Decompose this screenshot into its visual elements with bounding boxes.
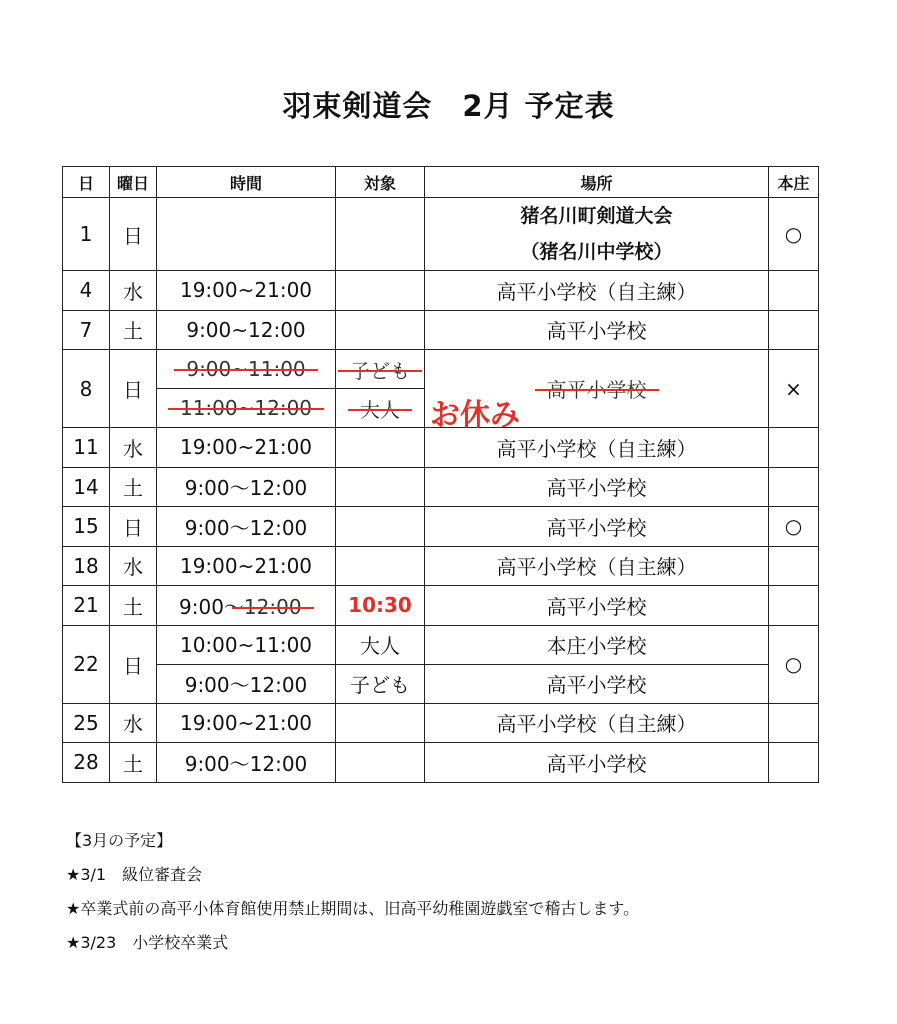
weekday-cell: 土 [110,586,157,626]
day-cell: 28 [63,743,110,783]
honjo-cell: ○ [769,625,819,703]
table-row [63,586,819,626]
header-target: 対象 [336,167,425,198]
venue-line-2: （猪名川中学校） [520,241,673,263]
time-cell: 19:00~21:00 [157,428,336,468]
venue-cell: 高平小学校（自主練） [425,546,769,586]
weekday-cell: 水 [110,271,157,311]
time-cell [157,198,336,271]
day-cell: 4 [63,271,110,311]
target-cell [336,198,425,271]
target-cell [336,546,425,586]
time-struck-b: 11:00~12:00 [179,396,313,420]
venue-cell: 高平小学校（自主練） [425,271,769,311]
time-cell: 9:00～12:00 [157,743,336,783]
header-day: 日 [63,167,110,198]
venue-cell: 高平小学校（自主練） [425,428,769,468]
time-cell [157,350,336,428]
honjo-cell [769,467,819,507]
time-cell: 9:00~12:00 [157,310,336,350]
table-row [63,546,819,586]
target-b: 子ども [350,673,410,697]
honjo-cell [769,546,819,586]
honjo-cell [769,271,819,311]
honjo-cell: ○ [769,507,819,547]
table-row [63,743,819,783]
venue-cell: 高平小学校 [425,586,769,626]
target-cell [336,310,425,350]
time-cell: 9:00～12:00 [157,467,336,507]
notes-heading: 【3月の予定】 [66,831,173,850]
day-cell: 14 [63,467,110,507]
header-venue: 場所 [425,167,769,198]
venue-cell: 高平小学校（自主練） [425,703,769,743]
venue-cell [425,625,769,703]
table-row [63,507,819,547]
header-row [63,167,819,198]
time-cell: 19:00~21:00 [157,271,336,311]
header-honjo: 本庄 [769,167,819,198]
note-line: ★卒業式前の高平小体育館使用禁止期間は、旧高平幼稚園遊戯室で稽古します。 [66,899,640,918]
time-cell [157,586,336,626]
venue-struck: 高平小学校 [547,374,647,403]
day-cell: 18 [63,546,110,586]
table-row-split [63,625,819,703]
day-cell: 15 [63,507,110,547]
table-row [63,703,819,743]
honjo-cell [769,428,819,468]
target-cell [336,507,425,547]
time-struck-a: 9:00~11:00 [186,357,306,381]
honjo-cell [769,743,819,783]
time-a: 10:00~11:00 [157,626,335,665]
weekday-cell: 水 [110,546,157,586]
note-line: ★3/23 小学校卒業式 [66,933,229,952]
venue-cell: 高平小学校 [425,467,769,507]
weekday-cell: 土 [110,467,157,507]
target-cell [336,703,425,743]
venue-cell: 高平小学校 [425,507,769,547]
time-b: 9:00～12:00 [184,673,308,697]
target-a: 大人 [336,626,424,665]
honjo-cell: ○ [769,198,819,271]
note-line: ★3/1 級位審査会 [66,865,203,884]
day-cell: 8 [63,350,110,428]
weekday-cell: 土 [110,310,157,350]
day-cell: 25 [63,703,110,743]
target-cell [336,428,425,468]
table-row [63,198,819,271]
table-row [63,310,819,350]
venue-a: 本庄小学校 [425,626,768,665]
time-cell [157,625,336,703]
time-revised: 10:30 [348,593,412,618]
table-row [63,467,819,507]
day-cell: 21 [63,586,110,626]
target-struck-a: 子ども [350,355,410,384]
time-cell: 19:00~21:00 [157,703,336,743]
time-struck: 12:00 [243,594,302,619]
target-cell [336,743,425,783]
day-cell: 1 [63,198,110,271]
weekday-cell: 水 [110,428,157,468]
day-off-annotation: お休み [430,398,520,433]
weekday-cell: 日 [110,625,157,703]
header-time: 時間 [157,167,336,198]
time-cell: 19:00~21:00 [157,546,336,586]
weekday-cell: 日 [110,198,157,271]
time-start: 9:00～ [179,594,244,619]
honjo-cell [769,586,819,626]
honjo-cell [769,310,819,350]
venue-cell: 高平小学校 [425,310,769,350]
notes-section [66,824,639,960]
time-cell: 9:00～12:00 [157,507,336,547]
venue-cell [425,198,769,271]
weekday-cell: 土 [110,743,157,783]
target-cell [336,625,425,703]
venue-cell: 高平小学校 [425,743,769,783]
table-row [63,271,819,311]
day-cell: 7 [63,310,110,350]
weekday-cell: 日 [110,350,157,428]
venue-b: 高平小学校 [546,673,647,697]
page-title: 羽束剣道会 2月 予定表 [282,89,615,123]
weekday-cell: 日 [110,507,157,547]
target-cell [336,467,425,507]
target-cell [336,350,425,428]
venue-line-1: 猪名川町剣道大会 [520,205,673,227]
header-weekday: 曜日 [110,167,157,198]
honjo-cell: × [769,350,819,428]
target-struck-b: 大人 [360,394,400,423]
day-cell: 22 [63,625,110,703]
target-cell [336,586,425,626]
honjo-cell [769,703,819,743]
day-cell: 11 [63,428,110,468]
target-cell [336,271,425,311]
schedule-table [62,166,819,783]
weekday-cell: 水 [110,703,157,743]
